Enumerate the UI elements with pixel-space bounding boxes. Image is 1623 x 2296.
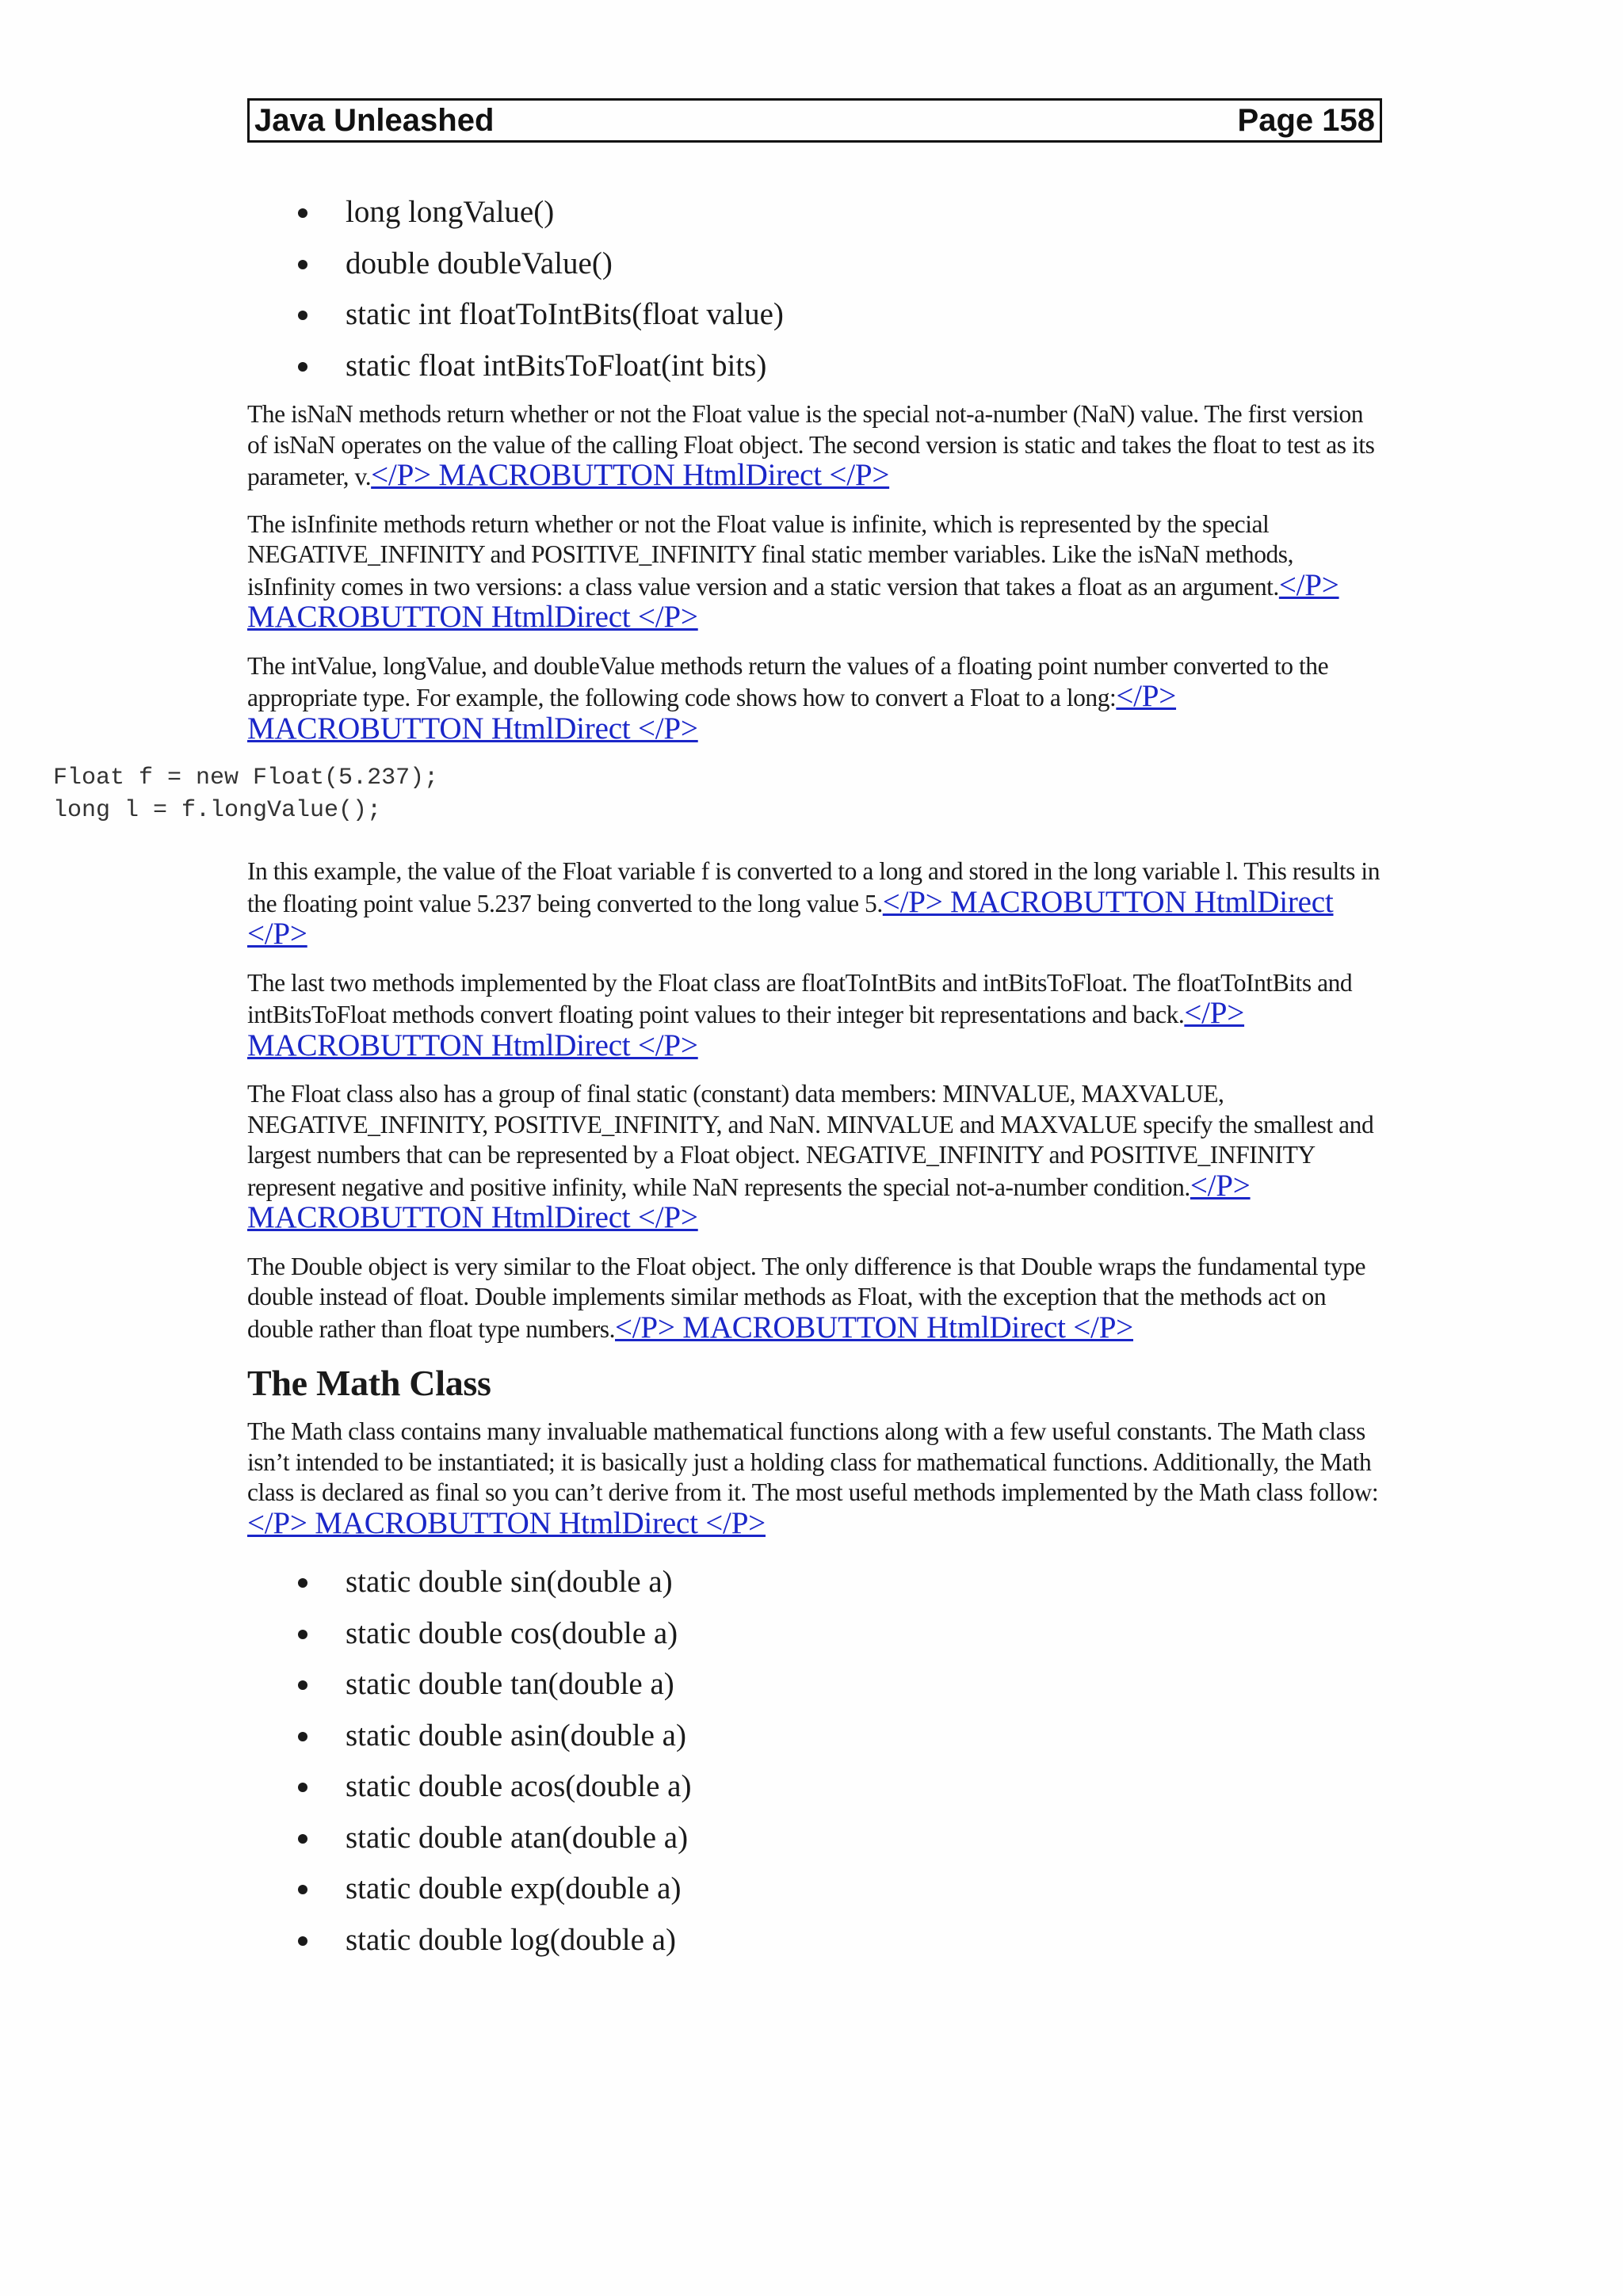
paragraph-example: In this example, the value of the Float variable f is converted to a long and stored in the long variable l. This results in the floating point value 5.237 being converted to the long value 5.</P> MACROBUTTON HtmlDirect </P> [247,857,1380,951]
bullet-icon [298,208,307,218]
bullet-icon [298,1732,307,1741]
list-item: static double asin(double a) [247,1711,1385,1762]
bullet-icon [298,1578,307,1588]
section-heading: The Math Class [247,1363,491,1403]
list-item: long longValue() [247,187,1385,238]
paragraph-constants: The Float class also has a group of final static (constant) data members: MINVALUE, MAXVALUE, NEGATIVE_INFINITY, POSITIVE_INFINITY, and NaN. MINVALUE and MAXVALUE specify the smallest and largest numbers that can be represented by a Float object. NEGATIVE_INFINITY and POSITIVE_INFINITY represent negative and positive infinity, while NaN represents the special not-a-number condition.</P> MACROBUTTON HtmlDirect </P> [247,1080,1374,1234]
bullet-icon [298,1630,307,1639]
paragraph-double: The Double object is very similar to the Float object. The only difference is that Double wraps the fundamental type double instead of float. Double implements similar methods as Float, with the exception that the methods act on double rather than float type numbers.</P> MACROBUTTON HtmlDirect </P> [247,1252,1365,1344]
list-item: static double atan(double a) [247,1813,1385,1864]
list-item: static double acos(double a) [247,1761,1385,1813]
method-list-top [247,187,1385,391]
bullet-icon [298,1783,307,1792]
list-item: static float intBitsToFloat(int bits) [247,341,1385,392]
paragraph-isinfinite: The isInfinite methods return whether or not the Float value is infinite, which is represented by the special NEGATIVE_INFINITY and POSITIVE_INFINITY final static member variables. Like the isNaN methods, isInfinity comes in two versions: a class value version and a static version that takes a float as an argument.</P> MACROBUTTON HtmlDirect </P> [247,509,1339,634]
list-item: static double tan(double a) [247,1659,1385,1711]
list-item: static double cos(double a) [247,1608,1385,1660]
page-number: Page 158 [1237,102,1375,138]
bullet-icon [298,311,307,320]
list-item: static int floatToIntBits(float value) [247,289,1385,341]
macrobutton-link[interactable]: </P> MACROBUTTON HtmlDirect </P> [247,1168,1251,1234]
list-item: static double exp(double a) [247,1863,1385,1915]
paragraph-intvalue: The intValue, longValue, and doubleValue methods return the values of a floating point number converted to the appropriate type. For example, the following code shows how to convert a Float to a long:</P> MACROBUTTON HtmlDirect </P> [247,651,1329,746]
page-header [247,98,1382,143]
macrobutton-link[interactable]: </P> MACROBUTTON HtmlDirect </P> [247,567,1339,634]
macrobutton-link[interactable]: </P> MACROBUTTON HtmlDirect </P> [247,1505,766,1540]
bullet-icon [298,1885,307,1894]
book-title: Java Unleashed [254,102,495,138]
list-item: double doubleValue() [247,238,1385,290]
paragraph-floattointbits: The last two methods implemented by the Float class are floatToIntBits and intBitsToFloat. The floatToIntBits and intBitsToFloat methods convert floating point values to their integer bit representations and back.</P> MACROBUTTON HtmlDirect </P> [247,968,1353,1062]
macrobutton-link[interactable]: </P> MACROBUTTON HtmlDirect </P> [247,884,1334,951]
macrobutton-link[interactable]: </P> MACROBUTTON HtmlDirect </P> [371,458,890,492]
bullet-icon [298,362,307,372]
macrobutton-link[interactable]: </P> MACROBUTTON HtmlDirect </P> [615,1310,1133,1344]
paragraph-math: The Math class contains many invaluable mathematical functions along with a few useful constants. The Math class isn’t intended to be instantiated; it is basically just a holding class for mathematical functions. Additionally, the Math class is declared as final so you can’t derive from it. The most useful methods implemented by the Math class follow:</P> MACROBUTTON HtmlDirect </P> [247,1417,1379,1540]
macrobutton-link[interactable]: </P> MACROBUTTON HtmlDirect </P> [247,996,1245,1062]
bullet-icon [298,1834,307,1844]
list-item: static double sin(double a) [247,1557,1385,1608]
bullet-icon [298,260,307,269]
code-listing: Float f = new Float(5.237); long l = f.longValue(); [53,765,439,824]
method-list-math [247,1557,1385,1966]
paragraph-isnan: The isNaN methods return whether or not the Float value is the special not-a-number (NaN) value. The first version of isNaN operates on the value of the calling Float object. The second version is static and takes the float to test as its parameter, v.</P> MACROBUTTON HtmlDirect </P> [247,400,1375,492]
macrobutton-link[interactable]: </P> MACROBUTTON HtmlDirect </P> [247,679,1177,746]
bullet-icon [298,1680,307,1690]
bullet-icon [298,1936,307,1946]
page-content [53,187,1385,1966]
list-item: static double log(double a) [247,1915,1385,1966]
